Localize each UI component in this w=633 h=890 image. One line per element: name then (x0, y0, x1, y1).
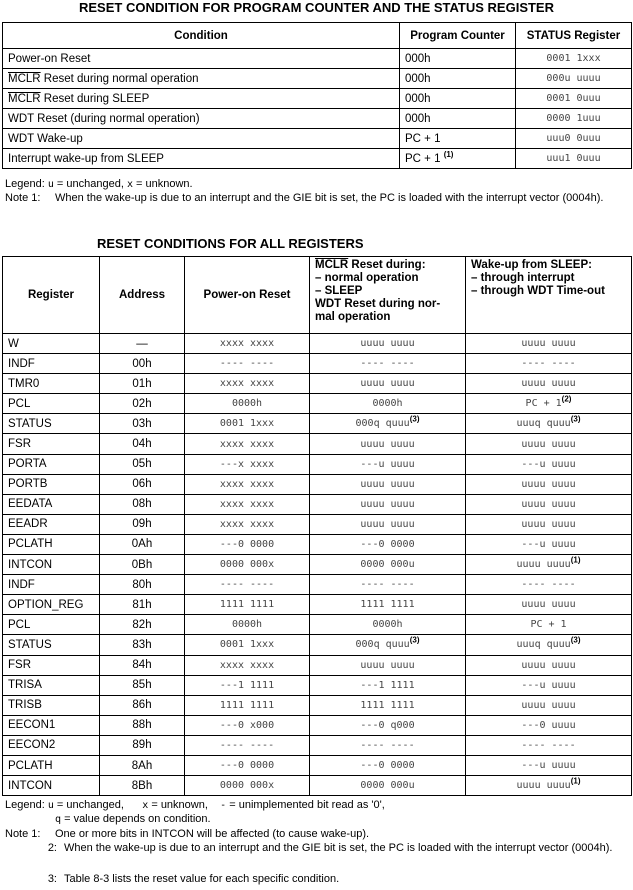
table2-row (3, 514, 632, 534)
por-cell: ---1 1111 (185, 675, 310, 695)
mclr-cell: ---1 1111 (310, 675, 466, 695)
wake-cell: uuuu uuuu (466, 595, 632, 615)
por-cell: xxxx xxxx (185, 474, 310, 494)
register-cell: PCL (3, 394, 100, 414)
condition-cell: Interrupt wake-up from SLEEP (3, 149, 400, 169)
address-cell: 80h (100, 575, 185, 595)
wake-cell: ---u uuuu (466, 454, 632, 474)
por-cell: 1111 1111 (185, 595, 310, 615)
por-cell: ---0 0000 (185, 755, 310, 775)
address-cell: 01h (100, 374, 185, 394)
register-cell: STATUS (3, 635, 100, 655)
wake-cell: ---u uuuu (466, 755, 632, 775)
pc-status-reset-table (2, 22, 632, 169)
table2-note-3: Table 8-3 lists the reset value for each specific condition. (64, 873, 340, 885)
address-cell: 8Ah (100, 755, 185, 775)
condition-cell: WDT Reset (during normal operation) (3, 109, 400, 129)
mclr-cell: uuuu uuuu (310, 374, 466, 394)
mclr-cell: uuuu uuuu (310, 494, 466, 514)
table2-legend-line1: Legend: u = unchanged, x = unknown, - = unimplemented bit read as '0', (5, 799, 385, 811)
register-cell: TMR0 (3, 374, 100, 394)
mclr-cell: uuuu uuuu (310, 655, 466, 675)
program-counter-cell: 000h (400, 89, 516, 109)
program-counter-cell: PC + 1 $^{(1)}$ (400, 149, 516, 169)
wake-cell: uuuu uuuu (466, 474, 632, 494)
register-cell: INTCON (3, 776, 100, 796)
register-cell: W (3, 334, 100, 354)
register-cell: INDF (3, 354, 100, 374)
wake-cell: ---u uuuu (466, 675, 632, 695)
register-header: Register (3, 257, 100, 334)
table2-title: RESET CONDITIONS FOR ALL REGISTERS (97, 236, 364, 251)
address-cell: 03h (100, 414, 185, 434)
address-cell: 00h (100, 354, 185, 374)
mclr-cell: uuuu uuuu (310, 474, 466, 494)
address-cell: 8Bh (100, 776, 185, 796)
wake-cell: ---- ---- (466, 735, 632, 755)
por-cell: xxxx xxxx (185, 434, 310, 454)
table2-row (3, 575, 632, 595)
por-cell: xxxx xxxx (185, 374, 310, 394)
condition-cell: MCLR Reset during normal operation (3, 69, 400, 89)
por-cell: ---0 0000 (185, 534, 310, 554)
wake-cell: uuuu uuuu$^{(1)}$ (466, 776, 632, 796)
wake-cell: ---- ---- (466, 354, 632, 374)
register-cell: FSR (3, 434, 100, 454)
por-cell: ---- ---- (185, 735, 310, 755)
mclr-cell: ---u uuuu (310, 454, 466, 474)
wake-cell: ---- ---- (466, 575, 632, 595)
address-cell: 89h (100, 735, 185, 755)
table2-row (3, 374, 632, 394)
address-cell: 04h (100, 434, 185, 454)
program-counter-cell: PC + 1 (400, 129, 516, 149)
program-counter-cell: 000h (400, 109, 516, 129)
register-cell: TRISB (3, 695, 100, 715)
table2-row (3, 655, 632, 675)
register-cell: FSR (3, 655, 100, 675)
table1-row (3, 49, 632, 69)
status-register-cell: uuu0 0uuu (516, 129, 632, 149)
status-register-cell: 0000 1uuu (516, 109, 632, 129)
mclr-cell: 0000 000u (310, 776, 466, 796)
wake-cell: PC + $1^{(2)}$ (466, 394, 632, 414)
table1-row (3, 69, 632, 89)
wake-header: Wake-up from SLEEP: – through interrupt – through WDT Time-out (466, 257, 632, 334)
address-cell: 0Bh (100, 555, 185, 575)
address-cell: 02h (100, 394, 185, 414)
address-cell: 82h (100, 615, 185, 635)
mclr-cell: 1111 1111 (310, 695, 466, 715)
mclr-header: MCLR Reset during: – normal operation – SLEEP WDT Reset during nor-mal operation (310, 257, 466, 334)
mclr-cell: 1111 1111 (310, 595, 466, 615)
table2-row (3, 434, 632, 454)
program-counter-header: Program Counter (400, 23, 516, 49)
por-cell: ---x xxxx (185, 454, 310, 474)
register-cell: EEADR (3, 514, 100, 534)
address-cell: 88h (100, 715, 185, 735)
table1-row (3, 89, 632, 109)
por-cell: xxxx xxxx (185, 494, 310, 514)
address-cell: 85h (100, 675, 185, 695)
address-cell: 05h (100, 454, 185, 474)
condition-cell: MCLR Reset during SLEEP (3, 89, 400, 109)
por-cell: xxxx xxxx (185, 514, 310, 534)
table2-row (3, 414, 632, 434)
wake-cell: ---u uuuu (466, 534, 632, 554)
status-register-cell: 000u uuuu (516, 69, 632, 89)
mclr-cell: 000q quuu$^{(3)}$ (310, 635, 466, 655)
wake-cell: uuuu uuuu (466, 434, 632, 454)
mclr-cell: 0000h (310, 394, 466, 414)
address-cell: 08h (100, 494, 185, 514)
table2-row (3, 555, 632, 575)
table2-row (3, 334, 632, 354)
address-cell: 0Ah (100, 534, 185, 554)
por-cell: 1111 1111 (185, 695, 310, 715)
wake-cell: PC + 1 (466, 615, 632, 635)
table2-row (3, 715, 632, 735)
table2-row (3, 595, 632, 615)
register-cell: EEDATA (3, 494, 100, 514)
wake-cell: uuuu uuuu (466, 494, 632, 514)
por-cell: ---0 x000 (185, 715, 310, 735)
por-cell: xxxx xxxx (185, 655, 310, 675)
por-header: Power-on Reset (185, 257, 310, 334)
wake-cell: ---0 uuuu (466, 715, 632, 735)
register-cell: INDF (3, 575, 100, 595)
table2-note-3-label: 3: (47, 873, 57, 885)
por-cell: 0000 000x (185, 776, 310, 796)
register-cell: PCLATH (3, 755, 100, 775)
register-cell: PCLATH (3, 534, 100, 554)
table2-row (3, 394, 632, 414)
address-cell: 81h (100, 595, 185, 615)
table1-row (3, 129, 632, 149)
table2-row (3, 675, 632, 695)
table2-row (3, 534, 632, 554)
program-counter-cell: 000h (400, 69, 516, 89)
register-cell: PORTA (3, 454, 100, 474)
mclr-cell: uuuu uuuu (310, 434, 466, 454)
wake-cell: uuuu uuuu$^{(1)}$ (466, 555, 632, 575)
mclr-cell: uuuu uuuu (310, 514, 466, 534)
mclr-cell: ---- ---- (310, 575, 466, 595)
table2-row (3, 695, 632, 715)
mclr-cell: ---- ---- (310, 735, 466, 755)
mclr-cell: ---0 q000 (310, 715, 466, 735)
mclr-cell: 0000 000u (310, 555, 466, 575)
wake-cell: uuuq quuu$^{(3)}$ (466, 414, 632, 434)
register-cell: TRISA (3, 675, 100, 695)
register-cell: EECON2 (3, 735, 100, 755)
table2-row (3, 454, 632, 474)
table2-row (3, 755, 632, 775)
por-cell: 0000 000x (185, 555, 310, 575)
table1-row (3, 109, 632, 129)
register-cell: EECON1 (3, 715, 100, 735)
table2-note-label: Note 1: (5, 828, 41, 840)
wake-cell: uuuu uuuu (466, 514, 632, 534)
por-cell: 0000h (185, 615, 310, 635)
mclr-cell: uuuu uuuu (310, 334, 466, 354)
register-cell: PORTB (3, 474, 100, 494)
condition-header: Condition (3, 23, 400, 49)
por-cell: xxxx xxxx (185, 334, 310, 354)
table2-legend-line2: q = value depends on condition. (55, 813, 211, 825)
wake-cell: uuuq quuu$^{(3)}$ (466, 635, 632, 655)
table2-row (3, 776, 632, 796)
por-cell: 0001 1xxx (185, 414, 310, 434)
address-cell: 86h (100, 695, 185, 715)
mclr-cell: 000q quuu$^{(3)}$ (310, 414, 466, 434)
address-cell: — (100, 334, 185, 354)
status-register-cell: uuu1 0uuu (516, 149, 632, 169)
table2-note-1: One or more bits in INTCON will be affected (to cause wake-up). (55, 828, 370, 840)
table2-row (3, 474, 632, 494)
table1-note-label: Note 1: (5, 192, 41, 204)
address-header: Address (100, 257, 185, 334)
register-cell: OPTION_REG (3, 595, 100, 615)
register-cell: INTCON (3, 555, 100, 575)
address-cell: 84h (100, 655, 185, 675)
mclr-cell: ---0 0000 (310, 755, 466, 775)
address-cell: 83h (100, 635, 185, 655)
table1-row (3, 149, 632, 169)
wake-cell: uuuu uuuu (466, 374, 632, 394)
wake-cell: uuuu uuuu (466, 655, 632, 675)
table2-row (3, 615, 632, 635)
table2-row (3, 635, 632, 655)
register-cell: PCL (3, 615, 100, 635)
status-register-header: STATUS Register (516, 23, 632, 49)
mclr-cell: ---- ---- (310, 354, 466, 374)
table2-note-2-label: 2: (47, 842, 57, 854)
status-register-cell: 0001 1xxx (516, 49, 632, 69)
program-counter-cell: 000h (400, 49, 516, 69)
por-cell: 0000h (185, 394, 310, 414)
table1-title: RESET CONDITION FOR PROGRAM COUNTER AND THE STATUS REGISTER (79, 0, 554, 15)
table1-note-1: When the wake-up is due to an interrupt and the GIE bit is set, the PC is loaded with the interrupt vector (0004h). (55, 192, 604, 204)
address-cell: 09h (100, 514, 185, 534)
mclr-cell: 0000h (310, 615, 466, 635)
table1-legend: Legend: u = unchanged, x = unknown. (5, 178, 193, 190)
register-cell: STATUS (3, 414, 100, 434)
all-registers-reset-table (2, 256, 632, 796)
por-cell: 0001 1xxx (185, 635, 310, 655)
condition-cell: WDT Wake-up (3, 129, 400, 149)
status-register-cell: 0001 0uuu (516, 89, 632, 109)
mclr-cell: ---0 0000 (310, 534, 466, 554)
wake-cell: uuuu uuuu (466, 695, 632, 715)
por-cell: ---- ---- (185, 575, 310, 595)
condition-cell: Power-on Reset (3, 49, 400, 69)
table2-row (3, 494, 632, 514)
wake-cell: uuuu uuuu (466, 334, 632, 354)
table2-row (3, 735, 632, 755)
table2-note-2: When the wake-up is due to an interrupt and the GIE bit is set, the PC is loaded with the interrupt vector (0004h). (64, 842, 613, 854)
table2-row (3, 354, 632, 374)
por-cell: ---- ---- (185, 354, 310, 374)
address-cell: 06h (100, 474, 185, 494)
